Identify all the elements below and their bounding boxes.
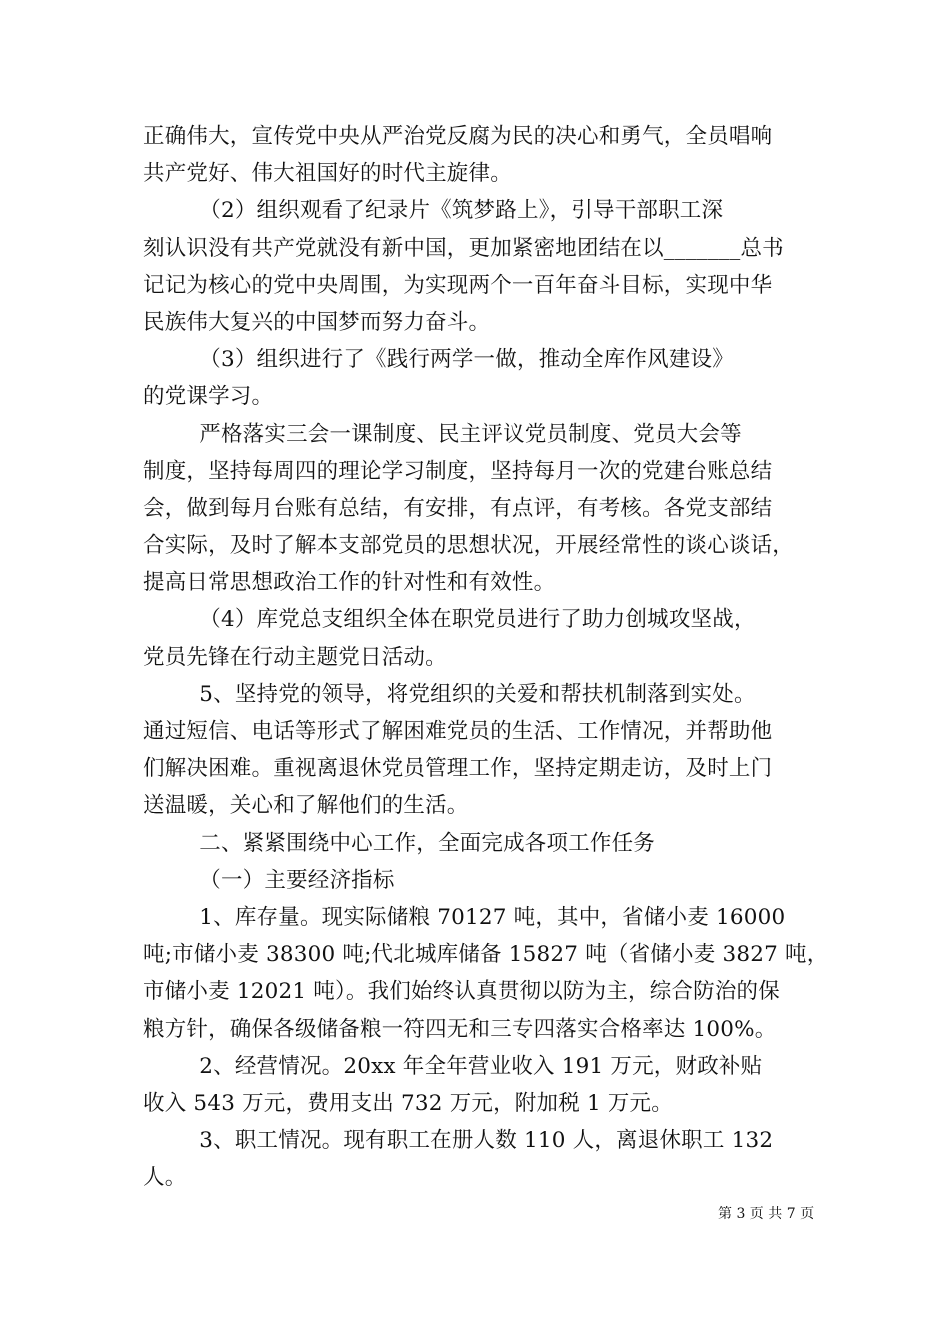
text-line: 粮方针，确保各级储备粮一符四无和三专四落实合格率达 100%。 xyxy=(143,1016,777,1042)
text-line: 收入 543 万元，费用支出 732 万元，附加税 1 万元。 xyxy=(143,1090,673,1116)
text-line: 严格落实三会一课制度、民主评议党员制度、党员大会等 xyxy=(143,421,742,447)
text-line: 刻认识没有共产党就没有新中国，更加紧密地团结在以_______总书 xyxy=(143,235,784,261)
text-line: 合实际，及时了解本支部党员的思想状况，开展经常性的谈心谈话， xyxy=(143,533,795,559)
text-line: 人。 xyxy=(143,1165,187,1191)
text-line: 制度，坚持每周四的理论学习制度，坚持每月一次的党建台账总结 xyxy=(143,458,773,484)
text-line: 的党课学习。 xyxy=(143,384,274,410)
text-line: （2）组织观看了纪录片《筑梦路上》，引导干部职工深 xyxy=(143,198,724,224)
text-line: 会，做到每月台账有总结，有安排，有点评，有考核。各党支部结 xyxy=(143,495,773,521)
text-line: 党员先锋在行动主题党日活动。 xyxy=(143,644,447,670)
text-line: 提高日常思想政治工作的针对性和有效性。 xyxy=(143,570,556,596)
text-line: 1、库存量。现实际储粮 70127 吨，其中，省储小麦 16000 xyxy=(143,904,786,930)
text-line: （4）库党总支组织全体在职党员进行了助力创城攻坚战， xyxy=(143,607,756,633)
section-heading: 二、紧紧围绕中心工作，全面完成各项工作任务 xyxy=(143,830,655,856)
text-line: 共产党好、伟大祖国好的时代主旋律。 xyxy=(143,161,512,187)
text-line: 通过短信、电话等形式了解困难党员的生活、工作情况，并帮助他 xyxy=(143,719,773,744)
text-line: 们解决困难。重视离退休党员管理工作，坚持定期走访，及时上门 xyxy=(143,756,773,782)
text-line: 正确伟大，宣传党中央从严治党反腐为民的决心和勇气，全员唱响 xyxy=(143,124,773,149)
text-line: 记记为核心的党中央周围，为实现两个一百年奋斗目标，实现中华 xyxy=(143,272,773,298)
page-number-footer: 第 3 页 共 7 页 xyxy=(718,1206,815,1222)
text-line: 市储小麦 12021 吨）。我们始终认真贯彻以防为主，综合防治的保 xyxy=(143,979,780,1005)
text-line: 2、经营情况。20xx 年全年营业收入 191 万元，财政补贴 xyxy=(143,1053,763,1079)
text-line: 3、职工情况。现有职工在册人数 110 人，离退休职工 132 xyxy=(143,1128,774,1154)
text-line: 送温暖，关心和了解他们的生活。 xyxy=(143,793,469,819)
text-line: 5、坚持党的领导，将党组织的关爱和帮扶机制落到实处。 xyxy=(143,681,756,707)
body-text xyxy=(143,118,829,1196)
text-line: 吨;市储小麦 38300 吨;代北城库储备 15827 吨（省储小麦 3827 吨， xyxy=(143,942,829,968)
subsection-heading: （一）主要经济指标 xyxy=(143,867,395,893)
text-line: 民族伟大复兴的中国梦而努力奋斗。 xyxy=(143,309,491,335)
text-line: （3）组织进行了《践行两学一做，推动全库作风建设》 xyxy=(143,347,734,373)
